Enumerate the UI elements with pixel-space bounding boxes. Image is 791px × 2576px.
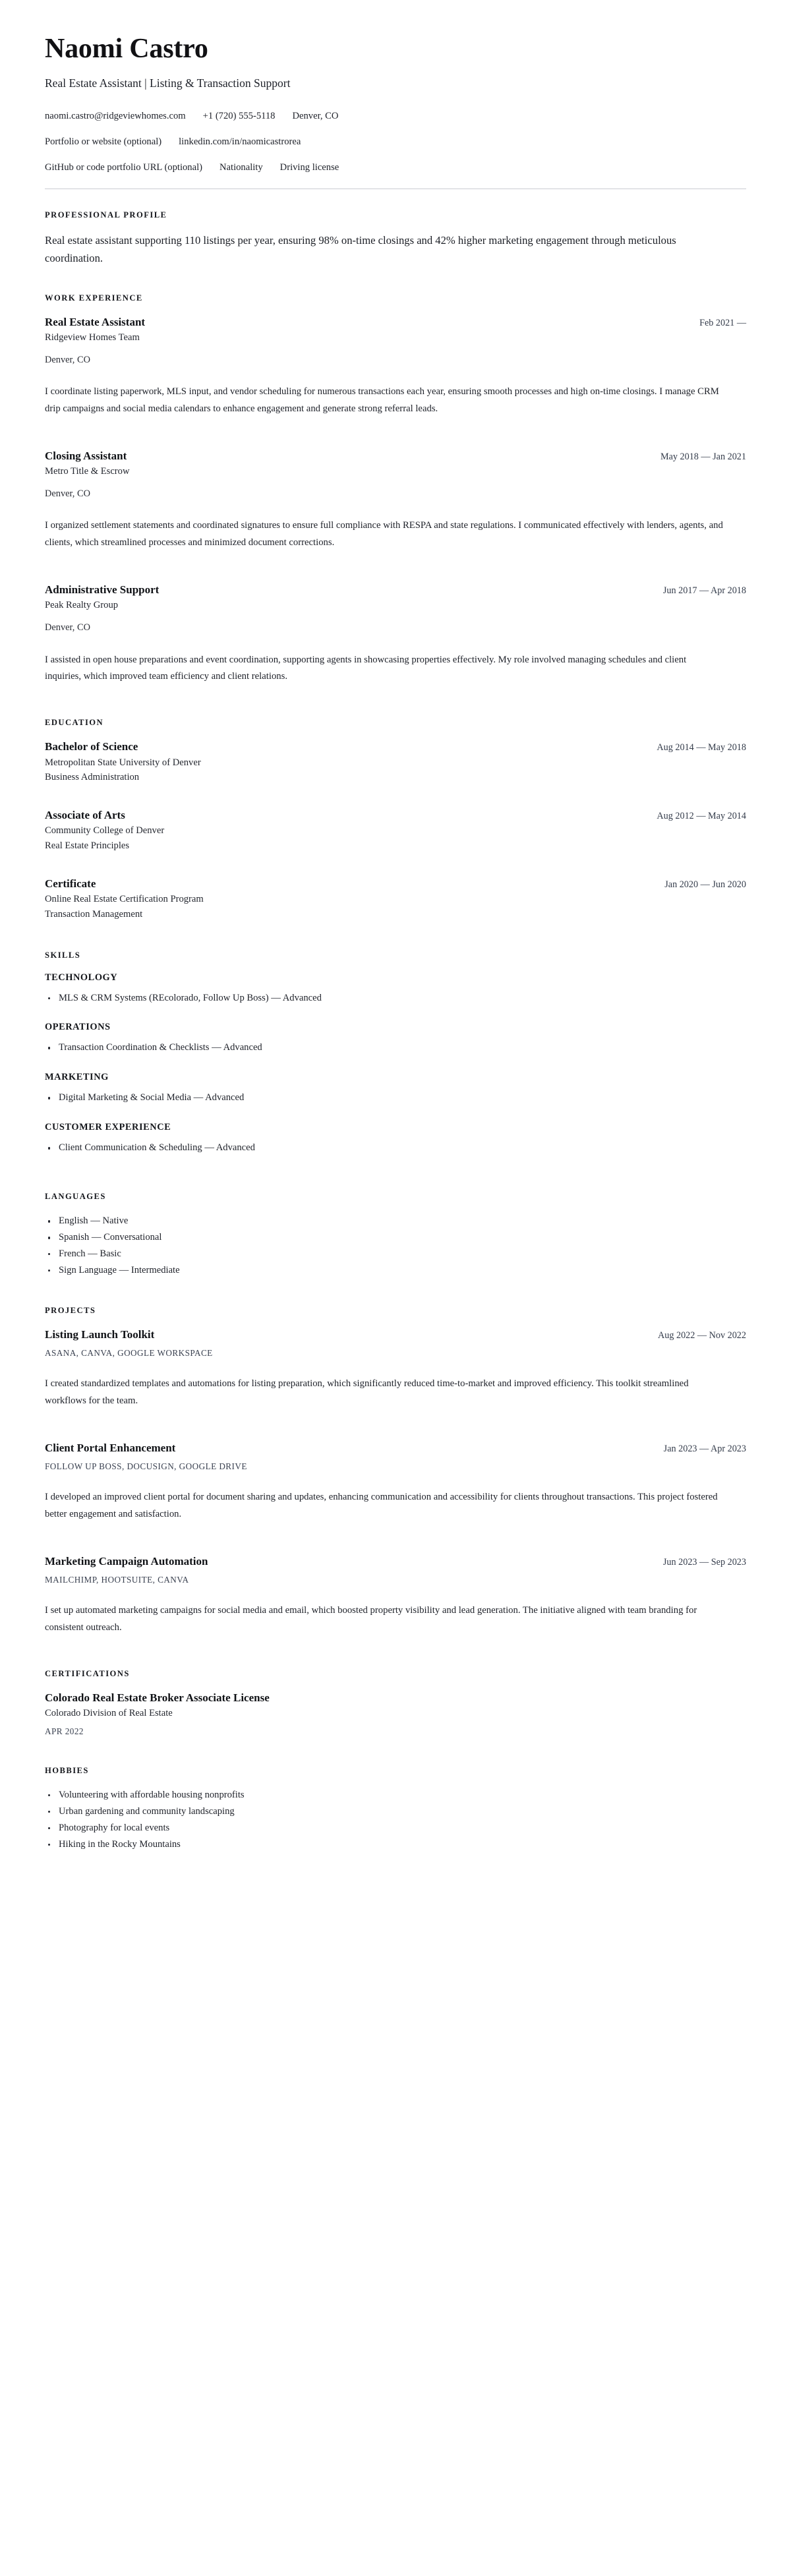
contact-github-placeholder[interactable]: GitHub or code portfolio URL (optional) — [45, 161, 202, 173]
skill-item: MLS & CRM Systems (REcolorado, Follow Up Boss) — Advanced — [45, 991, 746, 1007]
section-title-education: EDUCATION — [45, 718, 104, 728]
resume-sheet — [45, 34, 746, 1853]
project-entry — [45, 1554, 746, 1636]
skill-item: Client Communication & Scheduling — Advanced — [45, 1140, 746, 1156]
project-entry — [45, 1441, 746, 1523]
project-title: Client Portal Enhancement — [45, 1441, 176, 1454]
education-entry — [45, 740, 746, 784]
contact-phone[interactable]: +1 (720) 555-5118 — [202, 111, 276, 122]
certification-title: Colorado Real Estate Broker Associate License — [45, 1691, 270, 1704]
section-education — [45, 718, 746, 921]
project-tech-stack: ASANA, CANVA, GOOGLE WORKSPACE — [45, 1348, 213, 1359]
work-entry-head — [45, 315, 746, 330]
work-entry-org: Metro Title & Escrow — [45, 466, 130, 477]
spacer — [45, 1412, 746, 1441]
contact-nationality[interactable]: Nationality — [220, 161, 263, 173]
project-entry-head — [45, 1328, 746, 1342]
work-entry-title: Real Estate Assistant — [45, 315, 146, 328]
education-entry-head — [45, 808, 746, 823]
resume-header — [45, 34, 746, 189]
contact-driving-license[interactable]: Driving license — [279, 161, 339, 173]
work-entry — [45, 583, 746, 685]
section-languages — [45, 1192, 746, 1279]
certification-entry — [45, 1691, 746, 1737]
work-entry — [45, 449, 746, 551]
section-hobbies — [45, 1766, 746, 1853]
education-degree: Bachelor of Science — [45, 740, 138, 753]
project-description: I created standardized templates and automations for listing preparation, which significantly reduced time-to-market and improved efficiency. This toolkit streamlined workflows for the team. — [45, 1378, 689, 1406]
skill-group-marketing — [45, 1072, 746, 1106]
work-entry-description: I organized settlement statements and coordinated signatures to ensure full compliance with RESPA and state regulations. I communicated effectively with lenders, agents, and clients, which streamlined processes and minimized document corrections. — [45, 520, 723, 548]
work-entry-location: Denver, CO — [45, 354, 90, 365]
profile-summary: Real estate assistant supporting 110 listings per year, ensuring 98% on-time closings and 42% higher marketing engagement through meticulous coordination. — [45, 234, 676, 264]
skill-group-title: OPERATIONS — [45, 1022, 111, 1033]
project-title: Listing Launch Toolkit — [45, 1328, 155, 1341]
project-entry-head — [45, 1441, 746, 1455]
spacer — [45, 1639, 746, 1669]
project-dates: Aug 2022 — Nov 2022 — [658, 1330, 746, 1341]
section-title-profile: PROFESSIONAL PROFILE — [45, 210, 167, 220]
project-tech-stack: MAILCHIMP, HOOTSUITE, CANVA — [45, 1575, 189, 1585]
section-title-hobbies: HOBBIES — [45, 1766, 89, 1776]
spacer — [45, 924, 746, 951]
project-dates: Jan 2023 — Apr 2023 — [663, 1443, 746, 1454]
project-dates: Jun 2023 — Sep 2023 — [662, 1556, 746, 1567]
language-item: English — Native — [45, 1214, 746, 1229]
spacer — [45, 1740, 746, 1766]
education-degree: Associate of Arts — [45, 808, 125, 821]
section-skills — [45, 951, 746, 1157]
section-professional-profile — [45, 210, 746, 266]
hobby-item: Volunteering with affordable housing nonprofits — [45, 1788, 746, 1803]
language-item: Sign Language — Intermediate — [45, 1263, 746, 1279]
contact-row-extra — [45, 161, 746, 175]
education-field: Real Estate Principles — [45, 840, 130, 852]
certification-date: APR 2022 — [45, 1726, 84, 1737]
spacer — [45, 787, 746, 808]
work-entry-dates: Feb 2021 — — [699, 317, 746, 328]
work-entry-org: Ridgeview Homes Team — [45, 332, 140, 343]
skill-group-title: MARKETING — [45, 1072, 109, 1083]
language-item: French — Basic — [45, 1246, 746, 1262]
contact-email[interactable]: naomi.castro@ridgeviewhomes.com — [45, 111, 186, 122]
spacer — [45, 856, 746, 877]
hobby-list — [45, 1788, 746, 1853]
section-title-languages: LANGUAGES — [45, 1192, 106, 1202]
education-dates: Aug 2012 — May 2014 — [657, 810, 746, 821]
skill-list — [45, 991, 746, 1007]
education-field: Transaction Management — [45, 908, 143, 920]
contact-portfolio-placeholder[interactable]: Portfolio or website (optional) — [45, 136, 162, 147]
spacer — [45, 1525, 746, 1554]
education-degree: Certificate — [45, 877, 96, 890]
language-item: Spanish — Conversational — [45, 1230, 746, 1246]
contact-linkedin[interactable]: linkedin.com/in/naomicastrorea — [179, 136, 301, 147]
work-entry-dates: May 2018 — Jan 2021 — [660, 451, 746, 462]
education-institution: Community College of Denver — [45, 825, 165, 836]
education-entry — [45, 808, 746, 853]
project-description: I developed an improved client portal for document sharing and updates, enhancing communication and accessibility for clients throughout transactions. This project fostered better engagement and satisfaction. — [45, 1492, 718, 1519]
skill-list — [45, 1140, 746, 1156]
work-entry-location: Denver, CO — [45, 622, 90, 633]
skill-group-title: CUSTOMER EXPERIENCE — [45, 1122, 171, 1133]
project-entry — [45, 1328, 746, 1409]
education-institution: Metropolitan State University of Denver — [45, 757, 201, 768]
certification-issuer: Colorado Division of Real Estate — [45, 1708, 173, 1719]
skill-list — [45, 1090, 746, 1106]
language-list — [45, 1214, 746, 1279]
skill-group-title: TECHNOLOGY — [45, 972, 118, 983]
skill-group-customer-experience — [45, 1122, 746, 1156]
work-entry-title: Administrative Support — [45, 583, 160, 596]
contact-row-primary — [45, 110, 746, 123]
skill-list — [45, 1040, 746, 1056]
spacer — [45, 420, 746, 449]
work-entry-location: Denver, CO — [45, 488, 90, 499]
hobby-item: Urban gardening and community landscaping — [45, 1804, 746, 1820]
section-projects — [45, 1306, 746, 1636]
work-entry-dates: Jun 2017 — Apr 2018 — [662, 585, 746, 596]
skill-item: Transaction Coordination & Checklists — Advanced — [45, 1040, 746, 1056]
contact-location: Denver, CO — [292, 111, 339, 122]
section-title-skills: SKILLS — [45, 950, 81, 960]
spacer — [45, 688, 746, 718]
section-title-work: WORK EXPERIENCE — [45, 293, 143, 303]
education-dates: Jan 2020 — Jun 2020 — [664, 879, 746, 890]
work-entry-description: I coordinate listing paperwork, MLS input, and vendor scheduling for numerous transactions each year, ensuring smooth processes and high on-time closings. I manage CRM drip campaigns and social media calendars to enhance engagement and generate strong referral leads. — [45, 386, 719, 414]
education-entry — [45, 877, 746, 922]
work-entry-description: I assisted in open house preparations and event coordination, supporting agents in showcasing properties effectively. My role involved managing schedules and client inquiries, which improved team efficiency and client relations. — [45, 654, 687, 682]
education-dates: Aug 2014 — May 2018 — [657, 742, 746, 753]
education-entry-head — [45, 877, 746, 891]
candidate-headline: Real Estate Assistant | Listing & Transaction Support — [45, 76, 291, 90]
section-title-certifications: CERTIFICATIONS — [45, 1668, 130, 1678]
skill-group-technology — [45, 972, 746, 1007]
section-certifications — [45, 1669, 746, 1737]
spacer — [45, 1279, 746, 1306]
skill-group-operations — [45, 1022, 746, 1056]
education-entry-head — [45, 740, 746, 754]
project-tech-stack: FOLLOW UP BOSS, DOCUSIGN, GOOGLE DRIVE — [45, 1461, 247, 1472]
skill-item: Digital Marketing & Social Media — Advanced — [45, 1090, 746, 1106]
work-entry-org: Peak Realty Group — [45, 600, 119, 611]
section-title-projects: PROJECTS — [45, 1305, 96, 1315]
education-institution: Online Real Estate Certification Program — [45, 894, 204, 905]
work-entry — [45, 315, 746, 417]
spacer — [45, 554, 746, 583]
section-work-experience — [45, 293, 746, 685]
candidate-name: Naomi Castro — [45, 34, 208, 64]
project-entry-head — [45, 1554, 746, 1569]
hobby-item: Hiking in the Rocky Mountains — [45, 1837, 746, 1853]
spacer — [45, 1172, 746, 1192]
work-entry-head — [45, 583, 746, 597]
education-field: Business Administration — [45, 772, 140, 783]
contact-row-web — [45, 136, 746, 149]
work-entry-title: Closing Assistant — [45, 449, 127, 462]
project-description: I set up automated marketing campaigns for social media and email, which boosted property visibility and lead generation. The initiative aligned with team branding for consistent outreach. — [45, 1605, 697, 1633]
hobby-item: Photography for local events — [45, 1821, 746, 1836]
work-entry-head — [45, 449, 746, 463]
project-title: Marketing Campaign Automation — [45, 1554, 208, 1567]
